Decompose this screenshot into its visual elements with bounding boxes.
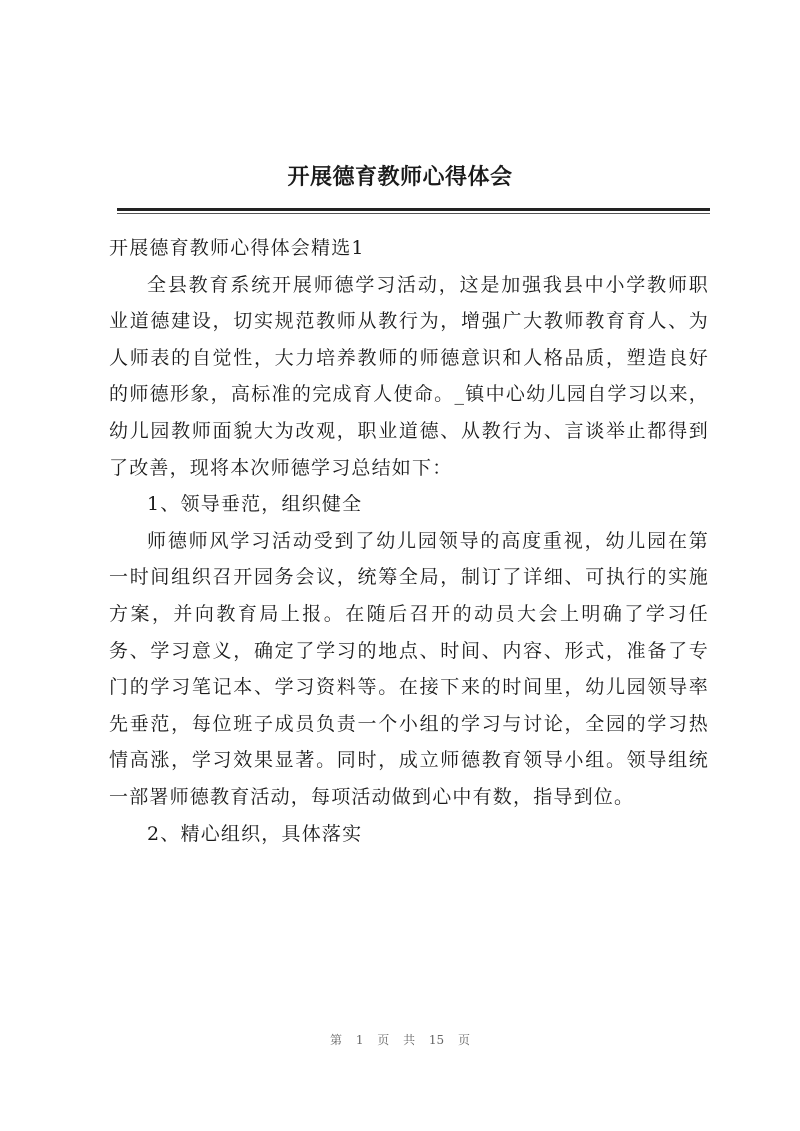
section-heading-2: 2、精心组织，具体落实 xyxy=(147,822,363,845)
title-divider xyxy=(117,208,710,211)
paragraph-intro: 全县教育系统开展师德学习活动，这是加强我县中小学教师职业道德建设，切实规范教师从教行为，增强广大教师教育育人、为人师表的自觉性，大力培养教师的师德意识和人格品质，塑造良好的师德形象，高标准的完成育人使命。_镇中心幼儿园自学习以来，幼儿园教师面貌大为改观，职业道德、从教行为、言谈举止都得到了改善，现将本次师德学习总结如下： xyxy=(109,273,709,479)
page-number-footer: 第 1 页 共 15 页 xyxy=(330,1033,470,1047)
section-subtitle: 开展德育教师心得体会精选1 xyxy=(109,237,365,259)
document-body xyxy=(109,230,709,852)
section-heading-1: 1、领导垂范，组织健全 xyxy=(147,493,363,516)
page-title: 开展德育教师心得体会 xyxy=(287,165,513,190)
paragraph-leadership: 师德师风学习活动受到了幼儿园领导的高度重视，幼儿园在第一时间组织召开园务会议，统筹全局，制订了详细、可执行的实施方案，并向教育局上报。在随后召开的动员大会上明确了学习任务、学习意义，确定了学习的地点、时间、内容、形式，准备了专门的学习笔记本、学习资料等。在接下来的时间里，幼儿园领导率先垂范，每位班子成员负责一个小组的学习与讨论，全园的学习热情高涨，学习效果显著。同时，成立师德教育领导小组。领导组统一部署师德教育活动，每项活动做到心中有数，指导到位。 xyxy=(109,529,709,808)
